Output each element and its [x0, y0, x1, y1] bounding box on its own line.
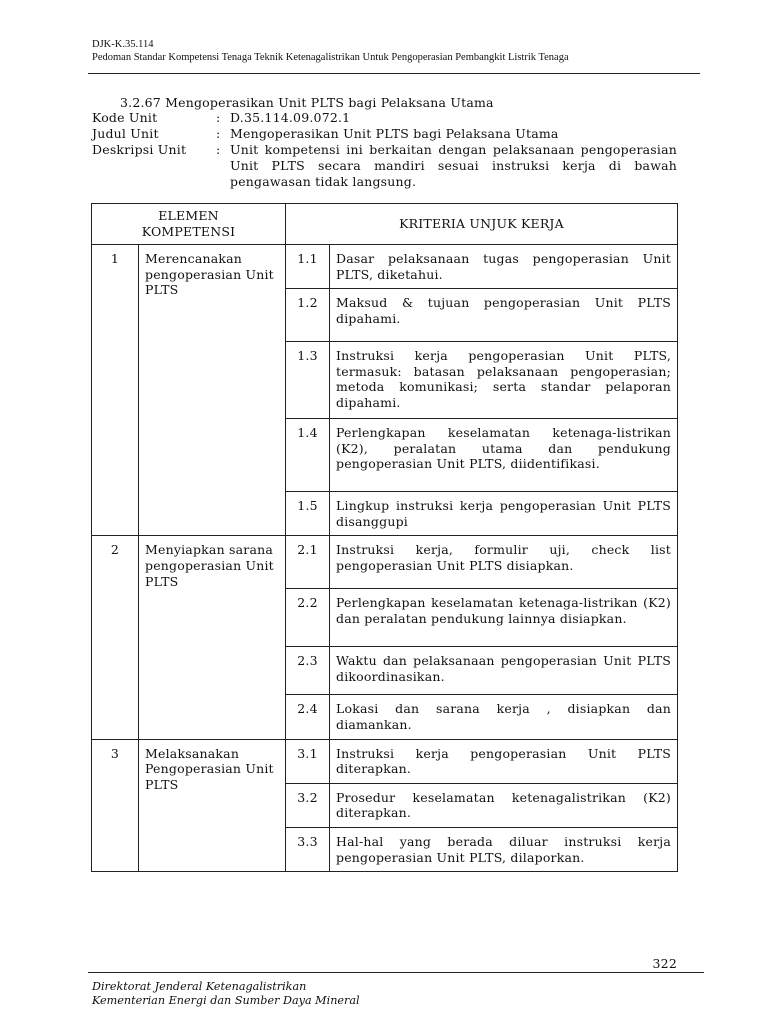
criteria-text: Perlengkapan keselamatan ketenaga-listrikan (K2), peralatan utama dan pendukung pengoperasian Unit PLTS, diidentifikasi. — [330, 419, 678, 492]
criteria-number: 2.2 — [286, 589, 330, 647]
criteria-text: Perlengkapan keselamatan ketenaga-listrikan (K2) dan peralatan pendukung lainnya disiapkan. — [330, 589, 678, 647]
element-number: 1 — [92, 245, 139, 536]
footer-line-2: Kementerian Energi dan Sumber Daya Mineral — [92, 994, 360, 1007]
element-number: 3 — [92, 739, 139, 872]
element-name: Melaksanakan Pengoperasian Unit PLTS — [139, 739, 286, 872]
table-row — [92, 739, 678, 783]
meta-row-judul — [92, 126, 677, 142]
meta-label: Judul Unit — [92, 126, 159, 141]
table-header-row — [92, 204, 678, 245]
meta-label: Deskripsi Unit — [92, 142, 187, 157]
criteria-text: Prosedur keselamatan ketenagalistrikan (K2) diterapkan. — [330, 783, 678, 827]
table-row — [92, 536, 678, 589]
element-name: Merencanakan pengoperasian Unit PLTS — [139, 245, 286, 536]
criteria-text: Maksud & tujuan pengoperasian Unit PLTS dipahami. — [330, 289, 678, 342]
footer-divider — [88, 972, 704, 973]
criteria-number: 3.2 — [286, 783, 330, 827]
criteria-text: Lingkup instruksi kerja pengoperasian Unit PLTS disanggupi — [330, 492, 678, 536]
criteria-number: 1.5 — [286, 492, 330, 536]
header-divider — [88, 73, 700, 74]
element-number: 2 — [92, 536, 139, 739]
criteria-number: 3.3 — [286, 827, 330, 871]
criteria-text: Instruksi kerja pengoperasian Unit PLTS, termasuk: batasan pelaksanaan pengoperasian; metoda komunikasi; serta standar pelaporan dipahami. — [330, 342, 678, 419]
criteria-number: 3.1 — [286, 739, 330, 783]
page-header — [92, 38, 569, 64]
meta-row-deskripsi — [92, 142, 677, 190]
meta-value: Mengoperasikan Unit PLTS bagi Pelaksana Utama — [230, 126, 559, 141]
criteria-number: 2.4 — [286, 695, 330, 739]
criteria-text: Dasar pelaksanaan tugas pengoperasian Unit PLTS, diketahui. — [330, 245, 678, 289]
criteria-number: 1.2 — [286, 289, 330, 342]
criteria-text: Hal-hal yang berada diluar instruksi kerja pengoperasian Unit PLTS, dilaporkan. — [330, 827, 678, 871]
criteria-text: Waktu dan pelaksanaan pengoperasian Unit PLTS dikoordinasikan. — [330, 647, 678, 695]
element-name: Menyiapkan sarana pengoperasian Unit PLTS — [139, 536, 286, 739]
criteria-number: 1.3 — [286, 342, 330, 419]
criteria-text: Instruksi kerja pengoperasian Unit PLTS diterapkan. — [330, 739, 678, 783]
header-kriteria: KRITERIA UNJUK KERJA — [286, 204, 678, 245]
criteria-text: Lokasi dan sarana kerja , disiapkan dan diamankan. — [330, 695, 678, 739]
footer-line-1: Direktorat Jenderal Ketenagalistrikan — [92, 980, 307, 993]
unit-meta — [92, 110, 677, 190]
document-code: DJK-K.35.114 — [92, 39, 154, 50]
page-number: 322 — [652, 956, 677, 971]
competency-table — [91, 203, 678, 872]
meta-colon: : — [216, 126, 221, 141]
meta-row-kode — [92, 110, 677, 126]
meta-value: D.35.114.09.072.1 — [230, 110, 351, 125]
criteria-number: 2.1 — [286, 536, 330, 589]
criteria-number: 1.4 — [286, 419, 330, 492]
document-title: Pedoman Standar Kompetensi Tenaga Teknik Ketenagalistrikan Untuk Pengoperasian Pembangkit Listrik Tenaga — [92, 52, 569, 63]
criteria-text: Instruksi kerja, formulir uji, check list pengoperasian Unit PLTS disiapkan. — [330, 536, 678, 589]
table-row — [92, 245, 678, 289]
meta-colon: : — [216, 110, 221, 125]
page-footer — [92, 980, 360, 1008]
criteria-number: 2.3 — [286, 647, 330, 695]
meta-label: Kode Unit — [92, 110, 158, 125]
section-title: 3.2.67 Mengoperasikan Unit PLTS bagi Pelaksana Utama — [120, 95, 494, 110]
meta-colon: : — [216, 142, 221, 157]
header-elemen: ELEMEN KOMPETENSI — [92, 204, 286, 245]
meta-value: Unit kompetensi ini berkaitan dengan pelaksanaan pengoperasian Unit PLTS secara mandiri sesuai instruksi kerja di bawah pengawasan tidak langsung. — [230, 142, 677, 189]
criteria-number: 1.1 — [286, 245, 330, 289]
